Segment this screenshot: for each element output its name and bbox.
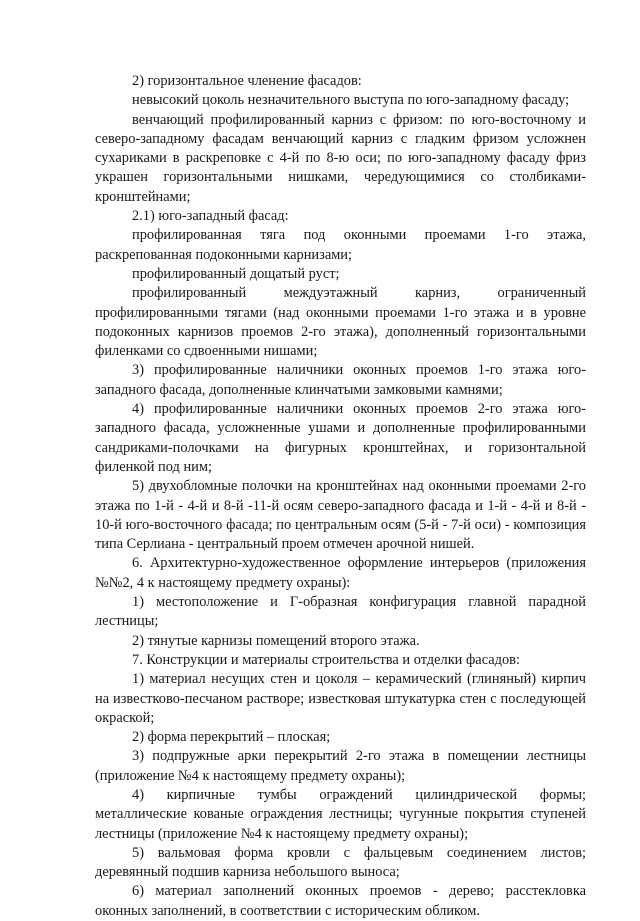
paragraph-southwest-facade-heading: 2.1) юго-западный фасад: bbox=[132, 208, 289, 225]
paragraph-roof: 5) вальмовая форма кровли с фальцевым соединением листов; деревянный подшив карниза небольшого выноса; bbox=[95, 844, 586, 881]
paragraph-first-floor-frames: 3) профилированные наличники оконных проемов 1-го этажа юго-западного фасада, дополненные клинчатыми замковыми камнями; bbox=[95, 362, 586, 398]
paragraph-railings: 4) кирпичные тумбы ограждений цилиндрической формы; металлические кованые ограждения лестницы; чугунные покрытия ступеней лестницы (приложение №4 к настоящему предмету охраны); bbox=[95, 786, 586, 842]
paragraph-wall-material: 1) материал несущих стен и цоколя – керамический (глиняный) кирпич на известково-песчаном растворе; известковая штукатурка стен с последующей окраской; bbox=[95, 671, 586, 726]
paragraph-pulled-cornices: 2) тянутые карнизы помещений второго этажа. bbox=[132, 632, 420, 649]
paragraph-arches: 3) подпружные арки перекрытий 2-го этажа в помещении лестницы (приложение №4 к настоящему предмету охраны); bbox=[95, 748, 586, 784]
paragraph-interior-design-heading: 6. Архитектурно-художественное оформление интерьеров (приложения №№2, 4 к настоящему предмету охраны): bbox=[95, 555, 586, 591]
paragraph-crowning-cornice: венчающий профилированный карниз с фризом: по юго-восточному и северо-западному фасадам венчающий карниз с гладким фризом усложнен сухариками в раскреповке с 4-й по 8-ю оси; по юго-западному фасаду фриз украшен горизонтальными нишками, чередующимися со столбиками-кронштейнами; bbox=[95, 111, 586, 205]
paragraph-main-staircase: 1) местоположение и Г-образная конфигурация главной парадной лестницы; bbox=[95, 594, 586, 630]
paragraph-ceiling-form: 2) форма перекрытий – плоская; bbox=[132, 729, 331, 746]
paragraph-construction-heading: 7. Конструкции и материалы строительства и отделки фасадов: bbox=[132, 651, 520, 668]
paragraph-second-floor-frames: 4) профилированные наличники оконных проемов 2-го этажа юго-западного фасада, усложненные ушами и дополненные профилированными сандриками-полочками на фигурных кронштейнах, и горизонтальной филенкой под ним; bbox=[95, 401, 586, 475]
paragraph-facade-division-heading: 2) горизонтальное членение фасадов: bbox=[132, 73, 362, 89]
paragraph-plinth: невысокий цоколь незначительного выступа по юго-западному фасаду; bbox=[132, 92, 570, 109]
paragraph-profiled-rod: профилированная тяга под оконными проемами 1-го этажа, раскрепованная подоконными карнизами; bbox=[95, 227, 586, 263]
paragraph-shelves-on-brackets: 5) двухобломные полочки на кронштейнах над оконными проемами 2-го этажа по 1-й - 4-й и 8-й -11-й осям северо-западного фасада и 1-й - 4-й и 8-й - 10-й юго-восточного фасада; по центральным осям (5-й - 7-й оси) - композиция типа Серлиана - центральный проем отмечен арочной нишей. bbox=[95, 478, 586, 553]
paragraph-interfloor-cornice: профилированный междуэтажный карниз, ограниченный профилированными тягами (над оконными проемами 1-го этажа и в уровне подоконных карнизов проемов 2-го этажа), дополненный горизонтальными филенками со сдвоенными нишами; bbox=[95, 285, 586, 360]
document-page bbox=[95, 72, 586, 921]
paragraph-rustication: профилированный дощатый руст; bbox=[132, 265, 340, 282]
paragraph-window-fillings: 6) материал заполнений оконных проемов - дерево; расстекловка оконных заполнений, в соответствии с историческим обликом. bbox=[95, 883, 586, 919]
